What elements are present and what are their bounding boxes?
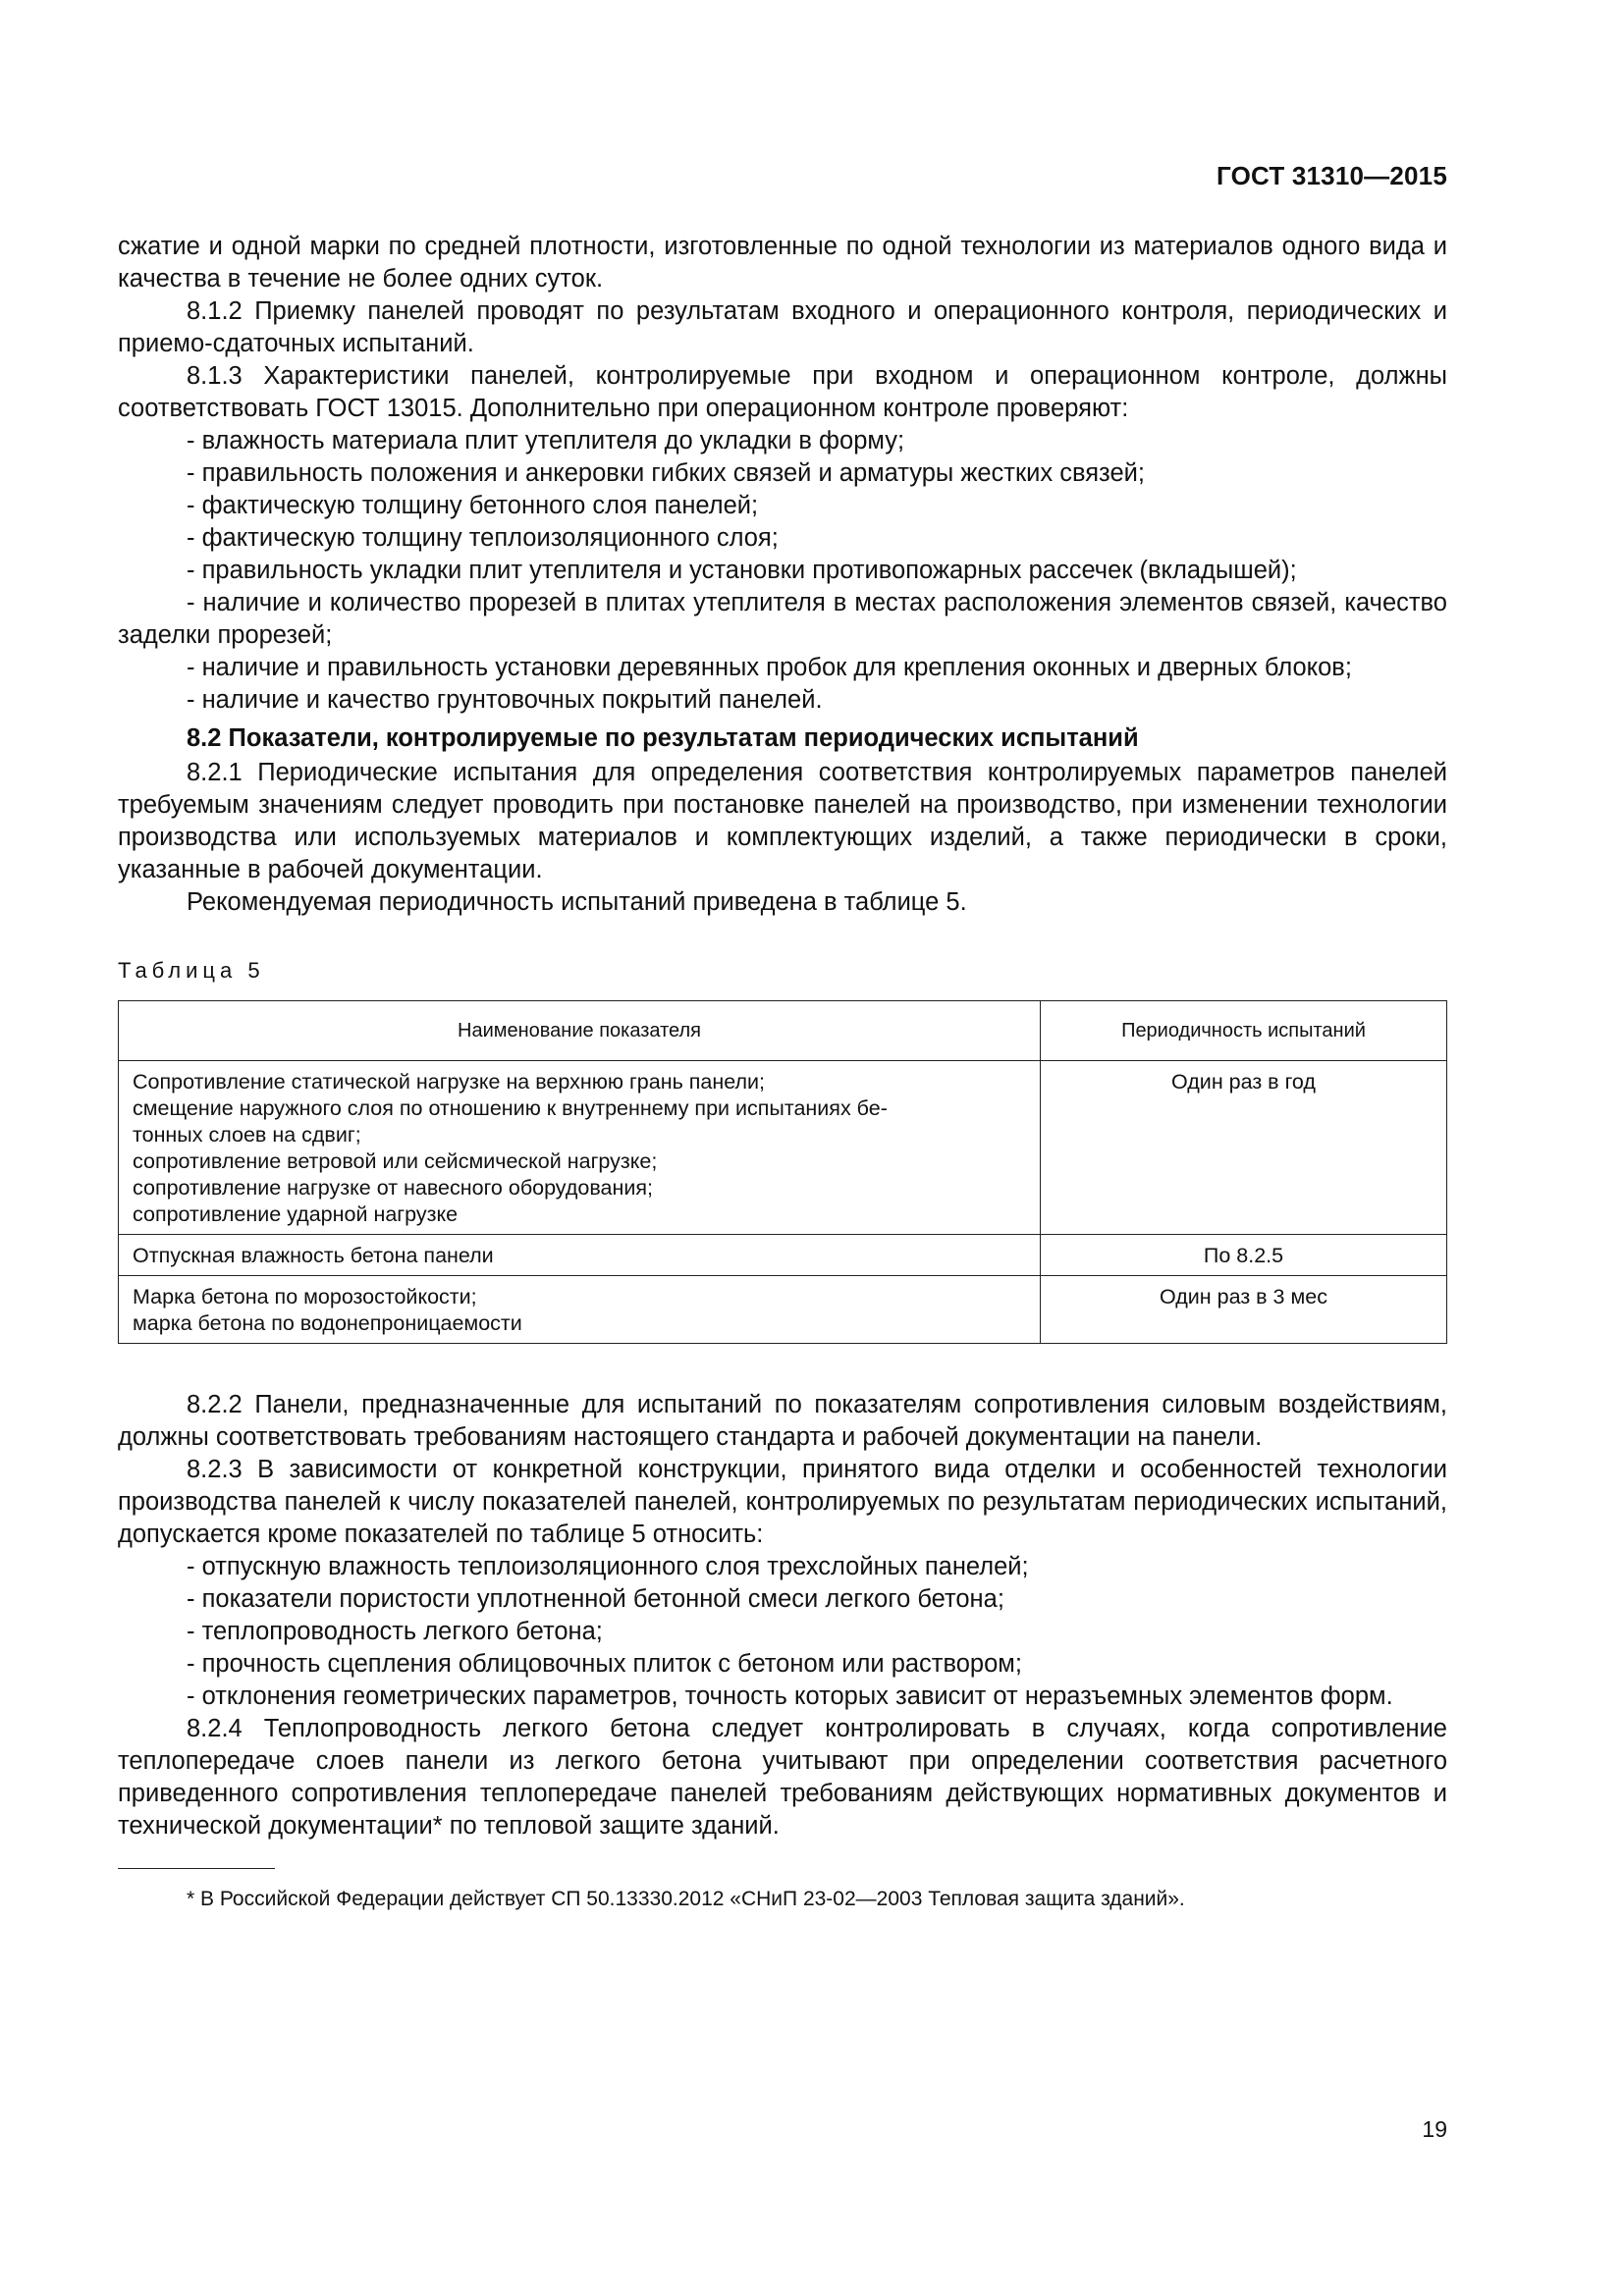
list-item: - правильность положения и анкеровки гибких связей и арматуры жестких связей; [187,459,1145,487]
footnote-divider [118,1868,275,1869]
list-item: - показатели пористости уплотненной бетонной смеси легкого бетона; [187,1585,1004,1613]
list-item: - влажность материала плит утеплителя до укладки в форму; [187,427,905,454]
paragraph-8-1-2: 8.1.2 Приемку панелей проводят по результатам входного и операционного контроля, периодических и приемо-сдаточных испытаний. [118,297,1447,357]
table-row [119,1276,1447,1344]
table-header-cell: Наименование показателя [119,1001,1041,1061]
list-item: - прочность сцепления облицовочных плиток с бетоном или раствором; [187,1650,1022,1678]
table-header-row [119,1001,1447,1061]
list-item: - правильность укладки плит утеплителя и установки противопожарных рассечек (вкладышей); [187,557,1297,584]
cell-line: смещение наружного слоя по отношению к внутреннему при испытаниях бе- [133,1096,888,1120]
document-body [118,231,1447,1915]
list-item: - наличие и количество прорезей в плитах утеплителя в местах расположения элементов связей, качество заделки прорезей; [118,589,1447,649]
cell-line: Марка бетона по морозостойкости; [133,1285,477,1308]
paragraph-8-2-2: 8.2.2 Панели, предназначенные для испытаний по показателям сопротивления силовым воздействиям, должны соответствовать требованиям настоящего стандарта и рабочей документации на панели. [118,1391,1447,1451]
paragraph-8-2-1: 8.2.1 Периодические испытания для определения соответствия контролируемых параметров панелей требуемым значениям следует проводить при постановке панелей на производство, при изменении технологии производства или используемых материалов и комплектующих изделий, а также периодически в сроки, указанные в рабочей документации. [118,759,1447,883]
table-cell: Один раз в год [1041,1061,1447,1235]
paragraph: Рекомендуемая периодичность испытаний приведена в таблице 5. [187,888,967,916]
table-label: Таблица 5 [118,958,265,983]
paragraph: сжатие и одной марки по средней плотности, изготовленные по одной технологии из материалов одного вида и качества в течение не более одних суток. [118,233,1447,293]
list-item: - наличие и качество грунтовочных покрытий панелей. [187,686,823,714]
paragraph-8-2-4: 8.2.4 Теплопроводность легкого бетона следует контролировать в случаях, когда сопротивление теплопередаче слоев панели из легкого бетона учитывают при определении соответствия расчетного приведенного сопротивления теплопередаче панелей требованиям действующих нормативных документов и технической документации* по тепловой защите зданий. [118,1715,1447,1840]
table-header-cell: Периодичность испытаний [1041,1001,1447,1061]
table-cell [119,1276,1041,1344]
list-item: - наличие и правильность установки деревянных пробок для крепления оконных и дверных блоков; [187,654,1352,681]
cell-line: Отпускная влажность бетона панели [133,1244,494,1267]
list-item: - фактическую толщину теплоизоляционного слоя; [187,524,779,552]
table-5 [118,1000,1447,1344]
cell-line: сопротивление ударной нагрузке [133,1202,459,1226]
document-id-header: ГОСТ 31310—2015 [1217,161,1447,190]
page-number: 19 [1422,2116,1447,2142]
cell-line: сопротивление ветровой или сейсмической нагрузке; [133,1149,658,1173]
table-cell [119,1235,1041,1276]
table-cell: По 8.2.5 [1041,1235,1447,1276]
list-item: - отклонения геометрических параметров, точность которых зависит от неразъемных элементов форм. [187,1682,1393,1710]
cell-line: Сопротивление статической нагрузке на верхнюю грань панели; [133,1070,765,1094]
list-item: - отпускную влажность теплоизоляционного слоя трехслойных панелей; [187,1553,1029,1580]
table-row [119,1235,1447,1276]
list-item: - теплопроводность легкого бетона; [187,1618,603,1645]
table-cell: Один раз в 3 мес [1041,1276,1447,1344]
cell-line: марка бетона по водонепроницаемости [133,1311,522,1335]
cell-line: сопротивление нагрузке от навесного оборудования; [133,1176,653,1200]
footnote: * В Российской Федерации действует СП 50.13330.2012 «СНиП 23-02—2003 Тепловая защита зданий». [187,1888,1185,1910]
list-item: - фактическую толщину бетонного слоя панелей; [187,492,759,519]
table-row [119,1061,1447,1235]
paragraph-8-2-3: 8.2.3 В зависимости от конкретной конструкции, принятого вида отделки и особенностей технологии производства панелей к числу показателей панелей, контролируемых по результатам периодических испытаний, допускается кроме показателей по таблице 5 относить: [118,1456,1447,1548]
section-heading-8-2: 8.2 Показатели, контролируемые по результатам периодических испытаний [187,724,1139,752]
paragraph-8-1-3: 8.1.3 Характеристики панелей, контролируемые при входном и операционном контроле, должны соответствовать ГОСТ 13015. Дополнительно при операционном контроле проверяют: [118,362,1447,422]
table-cell [119,1061,1041,1235]
cell-line: тонных слоев на сдвиг; [133,1123,361,1147]
